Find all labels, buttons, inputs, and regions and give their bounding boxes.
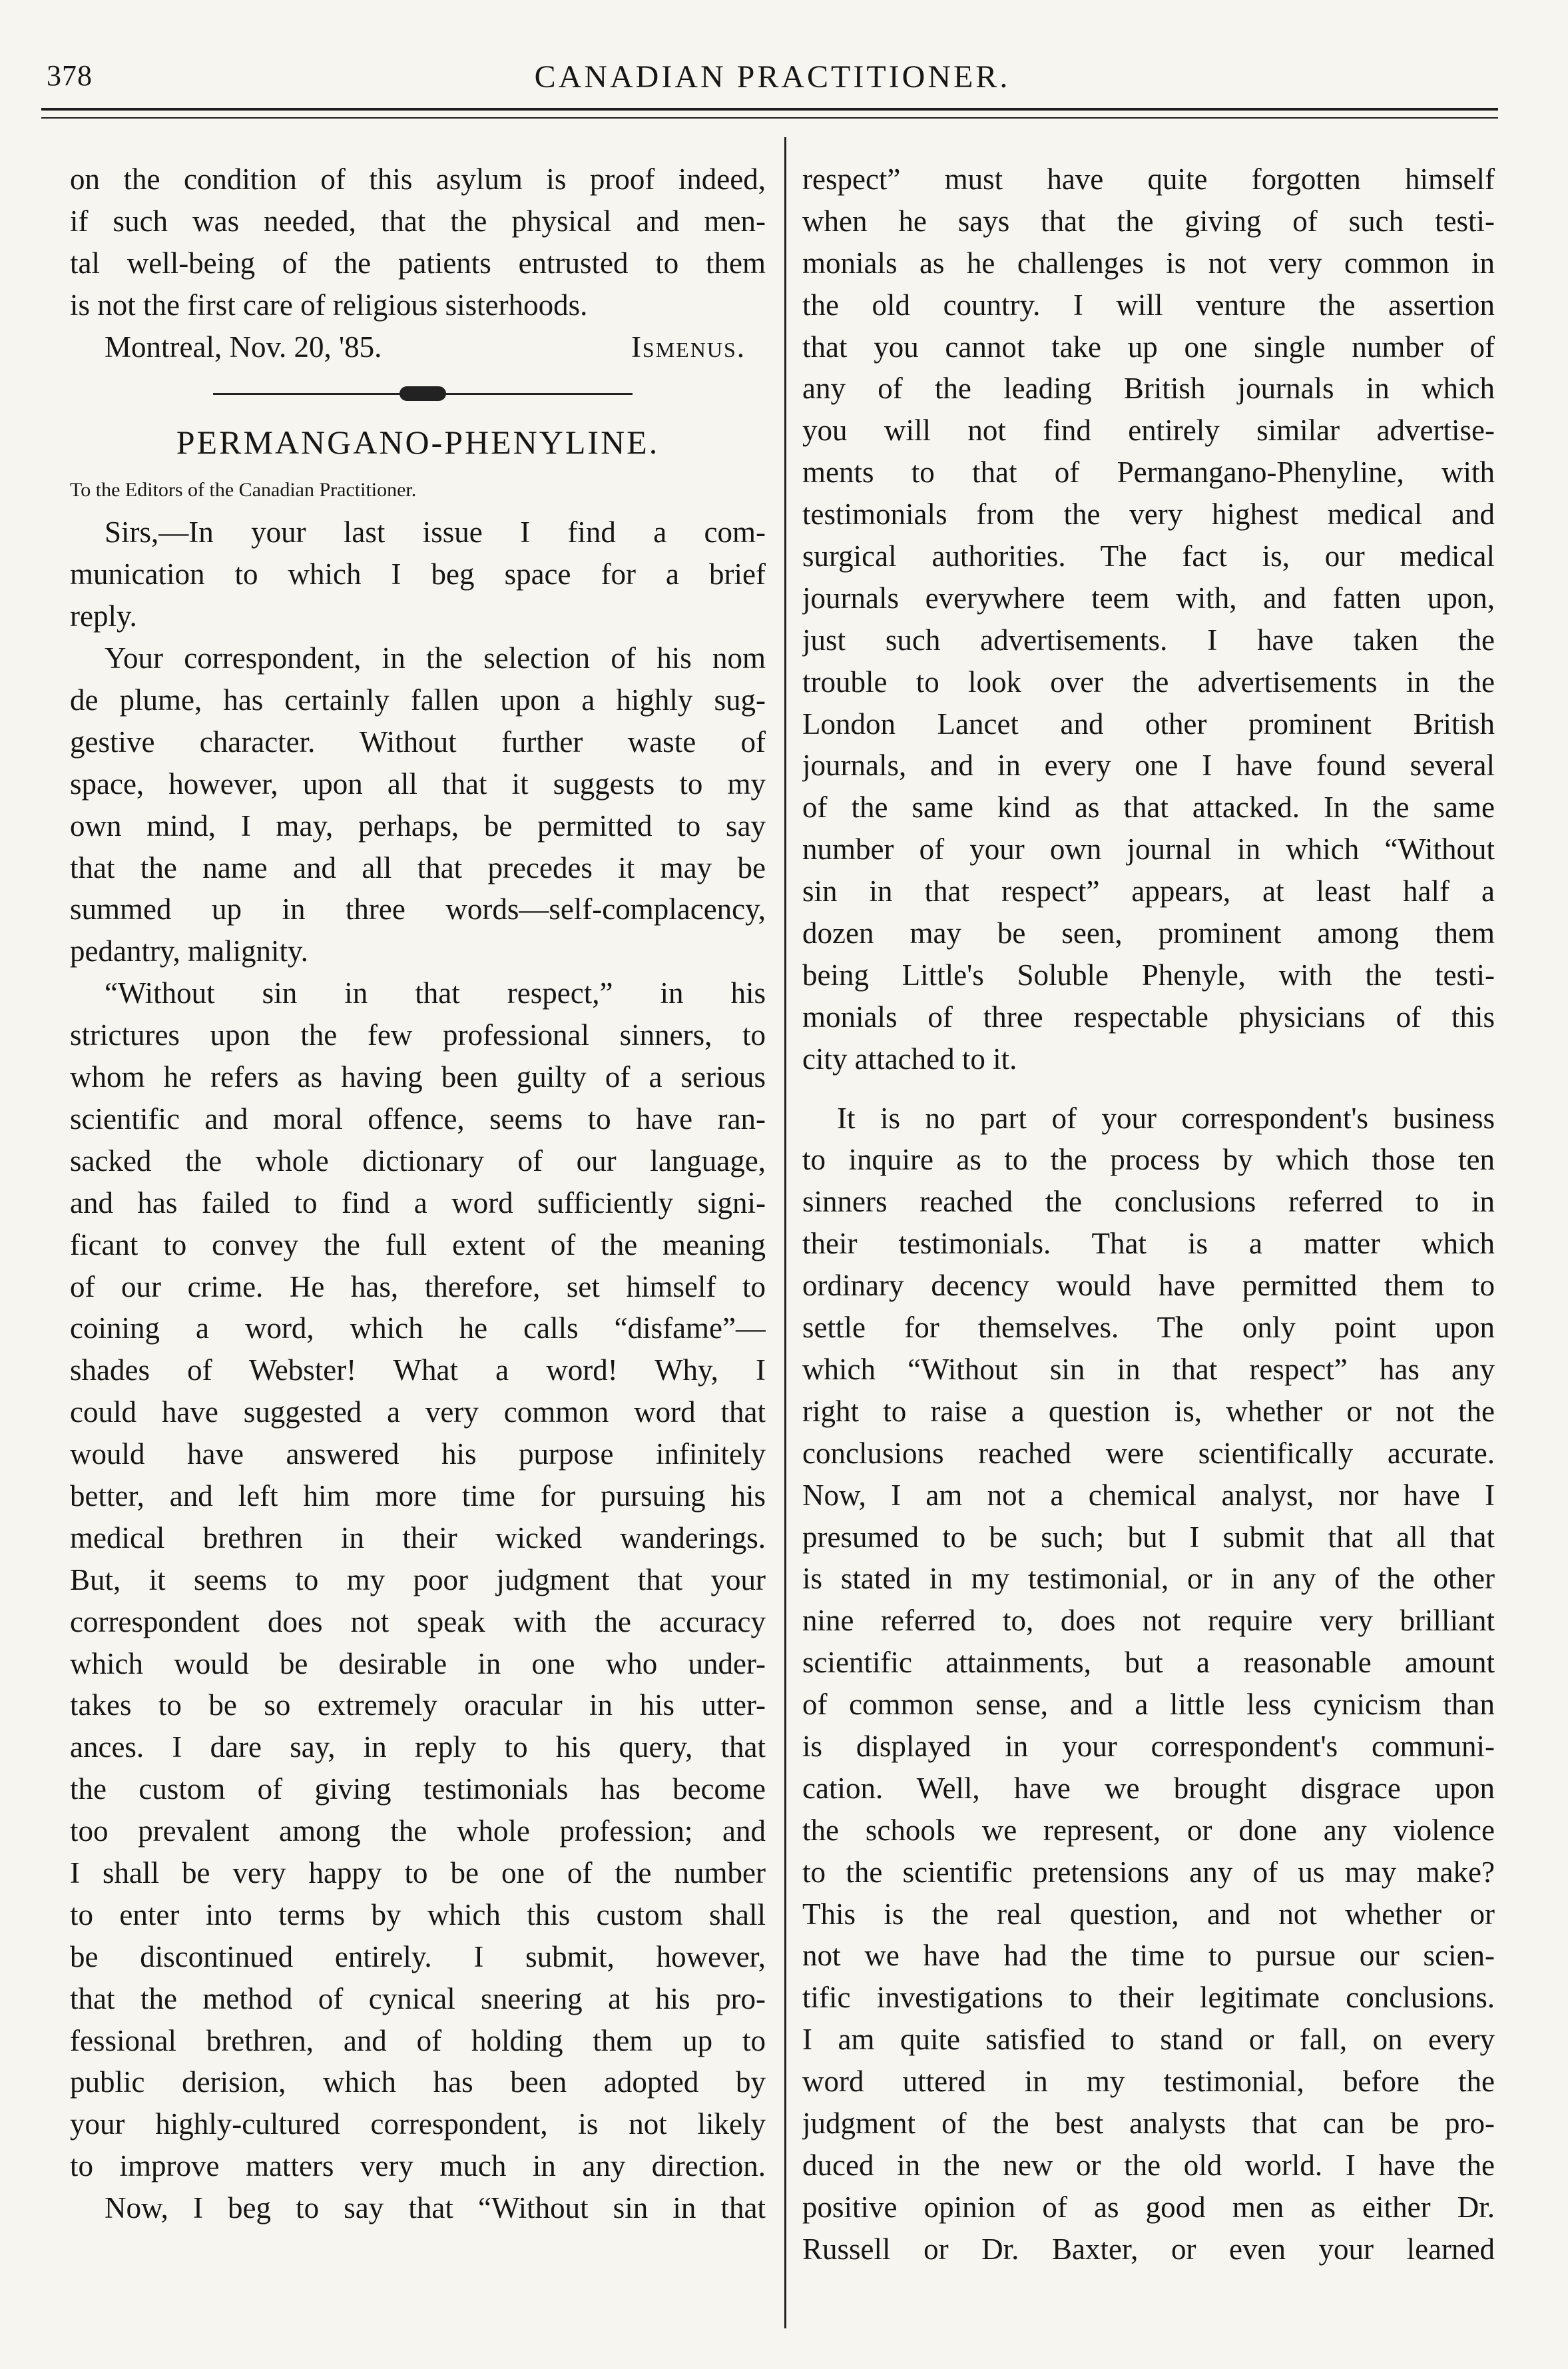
- text-line: duced in the new or the old world. I have the: [802, 2148, 1495, 2182]
- text-line: dozen may be seen, prominent among them: [802, 916, 1495, 950]
- text-line: when he says that the giving of such testi-: [802, 204, 1495, 238]
- text-line: your highly-cultured correspondent, is not likely: [70, 2107, 766, 2141]
- text-line: better, and left him more time for pursuing his: [70, 1479, 766, 1513]
- text-line: which would be desirable in one who under-: [70, 1646, 766, 1680]
- text-line: public derision, which has been adopted by: [70, 2065, 766, 2099]
- text-line: tific investigations to their legitimate conclusions.: [802, 1981, 1495, 2015]
- text-line: coining a word, which he calls “disfame”—: [70, 1311, 766, 1345]
- text-line: reply.: [70, 599, 137, 633]
- text-line: cation. Well, have we brought disgrace upon: [802, 1771, 1495, 1805]
- text-line: gestive character. Without further waste of: [70, 725, 766, 759]
- column-divider: [784, 137, 786, 2328]
- text-line: to the scientific pretensions any of us may make?: [802, 1855, 1495, 1889]
- text-line: monials of three respectable physicians of this: [802, 1000, 1495, 1034]
- text-line: pedantry, malignity.: [70, 934, 308, 968]
- header-rule-thin: [41, 117, 1498, 119]
- text-line: word uttered in my testimonial, before the: [802, 2065, 1495, 2099]
- text-line: the schools we represent, or done any violence: [802, 1813, 1495, 1847]
- text-line: being Little's Soluble Phenyle, with the testi-: [802, 958, 1495, 992]
- paragraph-gap: [802, 1080, 1495, 1098]
- text-line: surgical authorities. The fact is, our medical: [802, 539, 1495, 573]
- text-line: fessional brethren, and of holding them up to: [70, 2023, 766, 2057]
- text-line: nine referred to, does not require very brilliant: [802, 1604, 1495, 1638]
- text-line: the old country. I will venture the assertion: [802, 288, 1495, 322]
- text-line: own mind, I may, perhaps, be permitted to say: [70, 809, 766, 843]
- text-line: of the same kind as that attacked. In the same: [802, 791, 1495, 825]
- text-line: medical brethren in their wicked wanderings.: [70, 1521, 766, 1554]
- text-line: But, it seems to my poor judgment that your: [70, 1562, 766, 1596]
- text-line: strictures upon the few professional sinners, to: [70, 1018, 766, 1052]
- signature-name: Ismenus.: [631, 330, 746, 364]
- text-line: sinners reached the conclusions referred to in: [802, 1185, 1495, 1219]
- text-line: too prevalent among the whole profession; and: [70, 1814, 766, 1848]
- text-line: city attached to it.: [802, 1042, 1017, 1076]
- text-line: of our crime. He has, therefore, set himself to: [70, 1269, 766, 1303]
- text-line: their testimonials. That is a matter which: [802, 1227, 1495, 1261]
- text-line: Sirs,—In your last issue I find a com-: [105, 515, 766, 549]
- text-line: would have answered his purpose infinitely: [70, 1437, 766, 1471]
- text-line: and has failed to find a word sufficiently signi-: [70, 1185, 766, 1219]
- text-line: conclusions reached were scientifically accurate.: [802, 1436, 1495, 1470]
- page-number: 378: [47, 59, 93, 92]
- text-line: any of the leading British journals in which: [802, 372, 1495, 406]
- text-line: settle for themselves. The only point upon: [802, 1311, 1495, 1345]
- text-line: scientific attainments, but a reasonable amount: [802, 1646, 1495, 1680]
- text-line: takes to be so extremely oracular in his utter-: [70, 1688, 766, 1722]
- text-line: just such advertisements. I have taken the: [802, 623, 1495, 657]
- text-line: summed up in three words—self-complacency,: [70, 892, 766, 926]
- text-line: journals everywhere teem with, and fatten upon,: [802, 581, 1495, 615]
- text-line: ficant to convey the full extent of the meaning: [70, 1227, 766, 1261]
- text-line: presumed to be such; but I submit that all that: [802, 1520, 1495, 1554]
- text-line: ments to that of Permangano-Phenyline, with: [802, 456, 1495, 490]
- text-line: if such was needed, that the physical and men-: [70, 204, 766, 238]
- text-line: Now, I beg to say that “Without sin in that: [105, 2191, 766, 2225]
- text-line: correspondent does not speak with the accuracy: [70, 1604, 766, 1638]
- text-line: testimonials from the very highest medical and: [802, 498, 1495, 531]
- text-line: sin in that respect” appears, at least half a: [802, 874, 1495, 908]
- text-line: shades of Webster! What a word! Why, I: [70, 1353, 766, 1387]
- text-line: space, however, upon all that it suggests to my: [70, 767, 766, 801]
- text-line: that the name and all that precedes it may be: [70, 850, 766, 884]
- signature-place-date: Montreal, Nov. 20, '85.: [105, 330, 382, 364]
- left-column: [70, 159, 766, 2229]
- text-line: of common sense, and a little less cynicism than: [802, 1688, 1495, 1722]
- text-line: is displayed in your correspondent's communi-: [802, 1729, 1495, 1763]
- right-column: [802, 159, 1495, 2270]
- text-line: Your correspondent, in the selection of his nom: [105, 641, 766, 675]
- divider-ornament: [399, 386, 446, 401]
- text-line: “Without sin in that respect,” in his: [105, 976, 766, 1010]
- text-line: respect” must have quite forgotten himself: [802, 163, 1495, 196]
- text-line: right to raise a question is, whether or not the: [802, 1394, 1495, 1428]
- text-line: is not the first care of religious sisterhoods.: [70, 288, 588, 322]
- ornamental-divider: [70, 386, 766, 401]
- text-line: I am quite satisfied to stand or fall, on every: [802, 2023, 1495, 2057]
- text-line: be discontinued entirely. I submit, however,: [70, 1939, 766, 1973]
- text-line: tal well-being of the patients entrusted to them: [70, 246, 766, 280]
- text-line: It is no part of your correspondent's business: [837, 1101, 1495, 1135]
- text-line: that you cannot take up one single number of: [802, 330, 1495, 364]
- text-line: trouble to look over the advertisements in the: [802, 665, 1495, 699]
- text-line: scientific and moral offence, seems to have ran-: [70, 1102, 766, 1136]
- text-line: de plume, has certainly fallen upon a highly sug-: [70, 683, 766, 717]
- article-title: PERMANGANO-PHENYLINE.: [176, 424, 660, 462]
- text-line: you will not find entirely similar advertise-: [802, 414, 1495, 448]
- text-line: I shall be very happy to be one of the number: [70, 1856, 766, 1889]
- text-line: not we have had the time to pursue our scien-: [802, 1939, 1495, 1973]
- text-line: to inquire as to the process by which those ten: [802, 1143, 1495, 1177]
- text-line: munication to which I beg space for a brief: [70, 557, 766, 591]
- letter-body: [70, 511, 766, 2229]
- salutation: To the Editors of the Canadian Practitioner.: [70, 479, 417, 502]
- text-line: could have suggested a very common word that: [70, 1395, 766, 1429]
- text-line: sacked the whole dictionary of our language,: [70, 1144, 766, 1178]
- text-line: This is the real question, and not whether or: [802, 1897, 1495, 1931]
- text-line: that the method of cynical sneering at his pro-: [70, 1981, 766, 2015]
- text-line: journals, and in every one I have found several: [802, 749, 1495, 783]
- signature: [70, 326, 766, 368]
- text-line: whom he refers as having been guilty of a serious: [70, 1060, 766, 1094]
- text-line: to enter into terms by which this custom shall: [70, 1897, 766, 1931]
- text-line: judgment of the best analysts that can be pro-: [802, 2106, 1495, 2140]
- text-line: positive opinion of as good men as either Dr.: [802, 2190, 1495, 2224]
- previous-letter-ending: [70, 159, 766, 326]
- header-rule: [41, 108, 1498, 111]
- text-line: ances. I dare say, in reply to his query, that: [70, 1730, 766, 1764]
- text-line: Russell or Dr. Baxter, or even your learned: [802, 2232, 1495, 2266]
- page-header: [47, 59, 1498, 105]
- text-line: is stated in my testimonial, or in any of the other: [802, 1562, 1495, 1596]
- running-title: CANADIAN PRACTITIONER.: [534, 59, 1011, 95]
- text-line: ordinary decency would have permitted them to: [802, 1269, 1495, 1303]
- text-line: which “Without sin in that respect” has any: [802, 1352, 1495, 1386]
- text-line: monials as he challenges is not very common in: [802, 246, 1495, 280]
- text-line: to improve matters very much in any direction.: [70, 2149, 766, 2183]
- text-line: London Lancet and other prominent British: [802, 707, 1495, 741]
- text-line: Now, I am not a chemical analyst, nor have I: [802, 1478, 1495, 1512]
- text-line: the custom of giving testimonials has become: [70, 1772, 766, 1806]
- text-line: number of your own journal in which “Without: [802, 833, 1495, 866]
- text-line: on the condition of this asylum is proof indeed,: [70, 163, 766, 196]
